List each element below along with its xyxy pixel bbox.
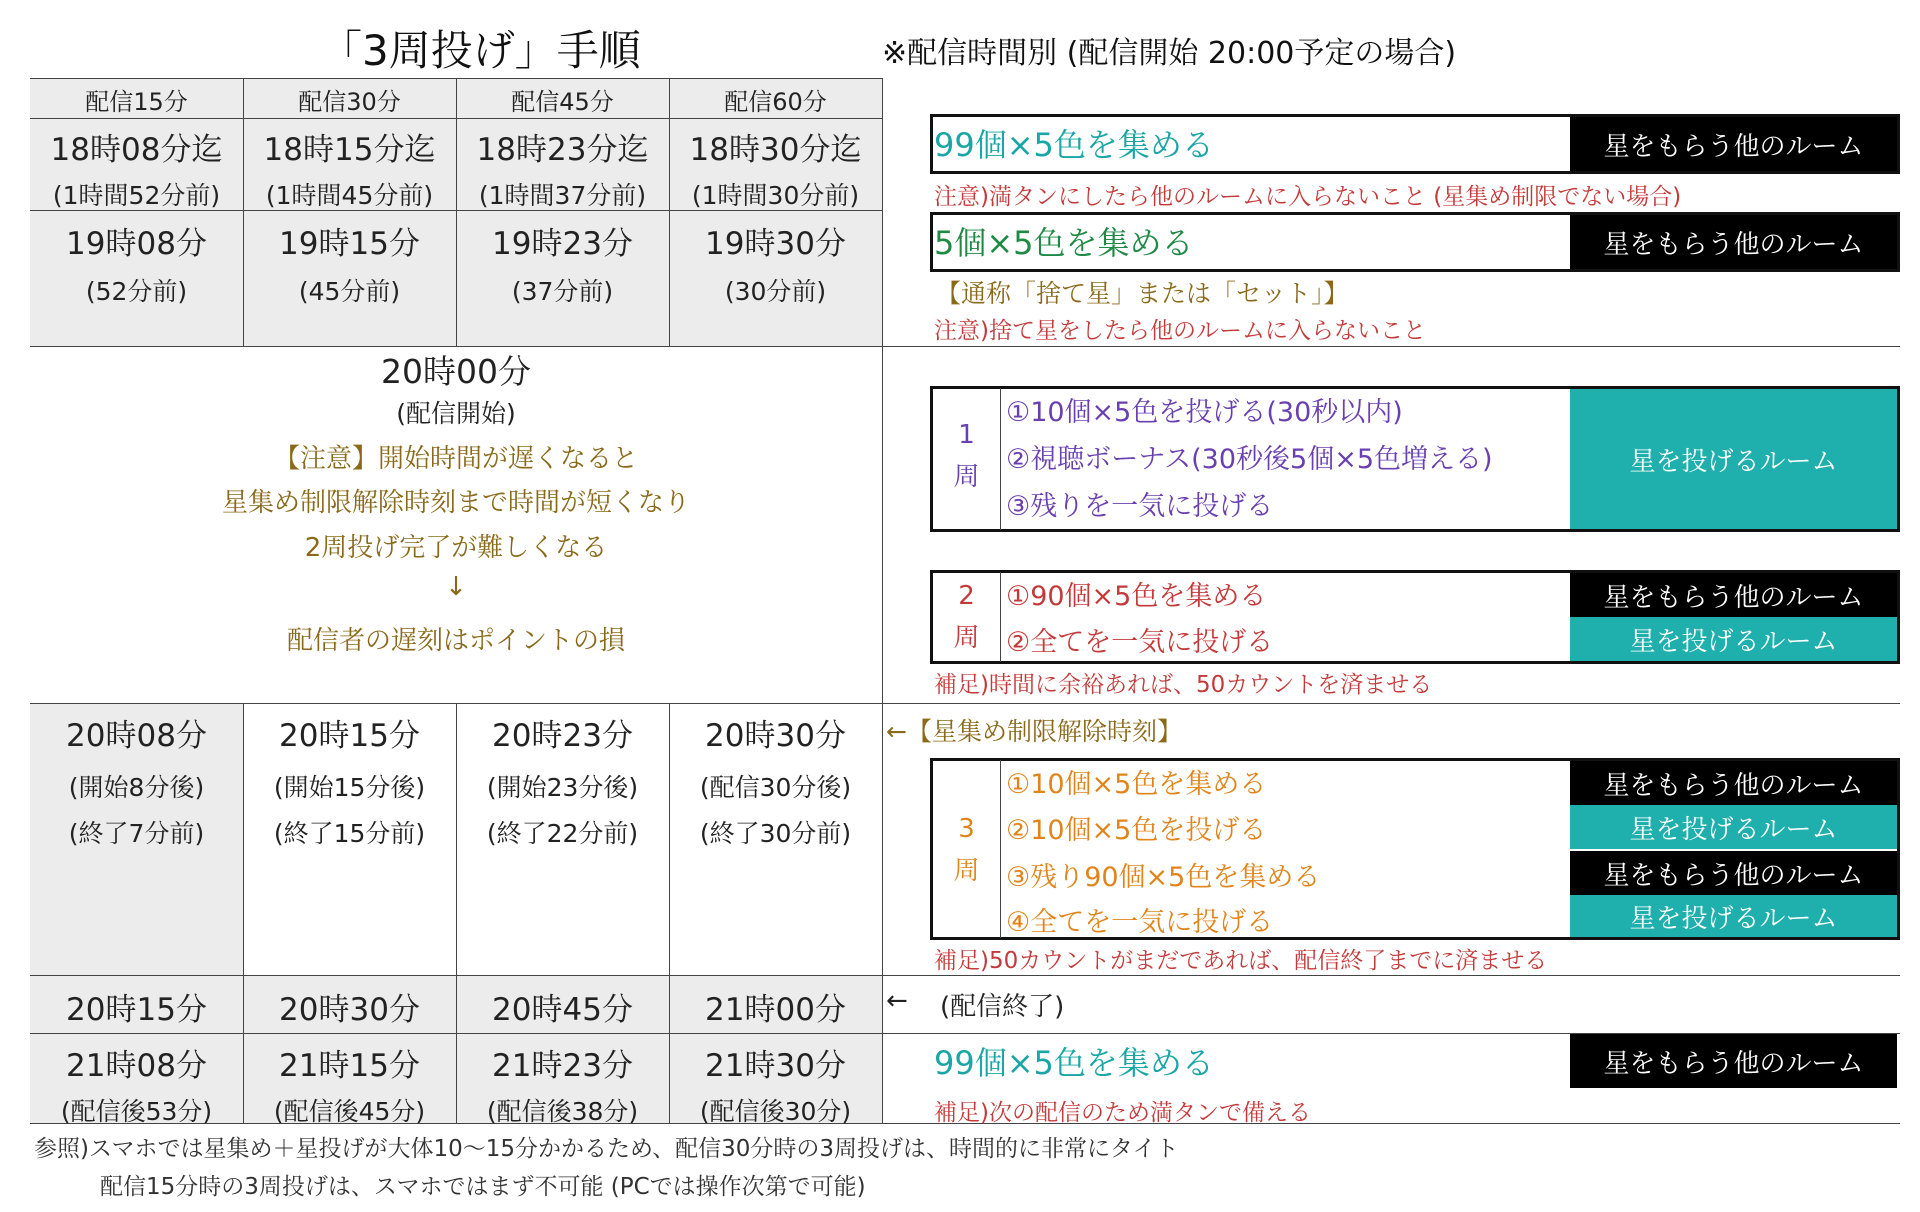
start-note: 2周投げ完了が難しくなる xyxy=(304,533,608,563)
line xyxy=(30,703,1900,704)
other-room-button[interactable]: 星をもらう他のルーム xyxy=(1570,215,1897,269)
time-sub: (1時間52分前) xyxy=(52,181,221,210)
collect-label: 99個×5色を集める xyxy=(934,1044,1214,1082)
other-room-button[interactable]: 星をもらう他のルーム xyxy=(1570,761,1897,805)
time-cell: 21時23分 xyxy=(492,1048,633,1084)
start-time: 20時00分 xyxy=(381,352,531,391)
time-cell: 20時45分 xyxy=(492,992,633,1028)
lap3-step: ①10個×5色を集める xyxy=(1006,769,1267,800)
time-cell: 18時23分迄 xyxy=(476,132,649,168)
note: 補足)次の配信のため満タンで備える xyxy=(934,1100,1311,1126)
time-sub: (1時間37分前) xyxy=(478,181,647,210)
lap1-step: ②視聴ボーナス(30秒後5個×5色増える) xyxy=(1006,444,1493,475)
time-cell: 20時15分 xyxy=(279,718,420,754)
time-sub: (配信後38分) xyxy=(486,1097,639,1126)
time-cell: 18時08分迄 xyxy=(50,132,223,168)
time-cell: 20時30分 xyxy=(705,718,846,754)
start-note: 星集め制限解除時刻まで時間が短くなり xyxy=(221,488,690,518)
col-header: 配信30分 xyxy=(298,88,401,116)
time-sub: (配信後45分) xyxy=(273,1097,426,1126)
note: 【通称「捨て星」または「セット」】 xyxy=(936,279,1349,308)
time-sub: (30分前) xyxy=(724,277,827,306)
throw-room-button[interactable]: 星を投げるルーム xyxy=(1570,617,1897,661)
end-arrow: ← xyxy=(886,986,908,1016)
lap3-label: 3 周 xyxy=(953,814,980,886)
lap2-step: ①90個×5色を集める xyxy=(1006,581,1267,612)
time-cell: 20時30分 xyxy=(279,992,420,1028)
time-sub: (52分前) xyxy=(85,277,188,306)
time-sub: (開始23分後) xyxy=(486,773,639,802)
time-sub: (終了15分前) xyxy=(273,819,426,848)
time-sub: (終了22分前) xyxy=(486,819,639,848)
start-label: (配信開始) xyxy=(396,399,516,428)
lap2-label: 2 周 xyxy=(953,581,980,653)
lap1-label: 1 周 xyxy=(953,420,980,492)
time-cell: 19時08分 xyxy=(66,226,207,262)
note: 補足)時間に余裕あれば、50カウントを済ませる xyxy=(934,672,1433,698)
start-note: 配信者の遅刻はポイントの損 xyxy=(286,626,625,656)
time-sub: (配信後30分) xyxy=(699,1097,852,1126)
other-room-button[interactable]: 星をもらう他のルーム xyxy=(1570,1034,1897,1088)
time-cell: 21時30分 xyxy=(705,1048,846,1084)
lap1-step: ①10個×5色を投げる(30秒以内) xyxy=(1006,397,1403,428)
note: 注意)捨て星をしたら他のルームに入らないこと xyxy=(934,318,1426,344)
collect-label: 99個×5色を集める xyxy=(934,126,1214,164)
time-cell: 19時15分 xyxy=(279,226,420,262)
lap2-step: ②全てを一気に投げる xyxy=(1006,627,1274,658)
page-title: 「3周投げ」手順 xyxy=(320,26,641,75)
end-label: (配信終了) xyxy=(940,992,1065,1022)
throw-room-button[interactable]: 星を投げるルーム xyxy=(1570,895,1897,937)
time-cell: 18時15分迄 xyxy=(263,132,436,168)
lap3-step: ②10個×5色を投げる xyxy=(1006,815,1267,846)
other-room-button[interactable]: 星をもらう他のルーム xyxy=(1570,573,1897,617)
time-cell: 19時23分 xyxy=(492,226,633,262)
time-sub: (終了7分前) xyxy=(68,819,205,848)
time-cell: 20時08分 xyxy=(66,718,207,754)
other-room-button[interactable]: 星をもらう他のルーム xyxy=(1570,117,1897,171)
collect-label: 5個×5色を集める xyxy=(934,224,1194,262)
page-subtitle: ※配信時間別 (配信開始 20:00予定の場合) xyxy=(882,36,1457,71)
time-cell: 19時30分 xyxy=(705,226,846,262)
time-cell: 20時23分 xyxy=(492,718,633,754)
line xyxy=(1000,572,1001,662)
unlock-label: ←【星集め制限解除時刻】 xyxy=(886,717,1182,746)
line xyxy=(1000,760,1001,938)
time-sub: (開始8分後) xyxy=(68,773,205,802)
time-cell: 20時15分 xyxy=(66,992,207,1028)
time-sub: (終了30分前) xyxy=(699,819,852,848)
footer-note: 参照)スマホでは星集め＋星投げが大体10〜15分かかるため、配信30分時の3周投げは、時間的に非常にタイト xyxy=(34,1136,1179,1162)
time-sub: (37分前) xyxy=(511,277,614,306)
footer-note: 配信15分時の3周投げは、スマホではまず不可能 (PCでは操作次第で可能) xyxy=(100,1174,866,1200)
time-cell: 18時30分迄 xyxy=(689,132,862,168)
line xyxy=(1000,388,1001,530)
note: 補足)50カウントがまだであれば、配信終了までに済ませる xyxy=(934,948,1548,974)
col-header: 配信15分 xyxy=(85,88,188,116)
line xyxy=(30,975,1900,976)
line xyxy=(882,78,883,1123)
lap3-step: ④全てを一気に投げる xyxy=(1006,907,1274,938)
col-header: 配信45分 xyxy=(511,88,614,116)
time-cell: 21時00分 xyxy=(705,992,846,1028)
lap3-step: ③残り90個×5色を集める xyxy=(1006,862,1321,893)
time-sub: (45分前) xyxy=(298,277,401,306)
note: 注意)満タンにしたら他のルームに入らないこと (星集め制限でない場合) xyxy=(934,184,1682,210)
throw-room-button[interactable]: 星を投げるルーム xyxy=(1570,389,1897,529)
start-note: 【注意】開始時間が遅くなると xyxy=(273,444,638,474)
time-cell: 21時15分 xyxy=(279,1048,420,1084)
time-sub: (1時間45分前) xyxy=(265,181,434,210)
time-sub: (1時間30分前) xyxy=(691,181,860,210)
time-cell: 21時08分 xyxy=(66,1048,207,1084)
down-arrow: ↓ xyxy=(445,572,467,602)
throw-room-button[interactable]: 星を投げるルーム xyxy=(1570,805,1897,849)
lap1-step: ③残りを一気に投げる xyxy=(1006,491,1274,522)
col-header: 配信60分 xyxy=(724,88,827,116)
time-sub: (配信後53分) xyxy=(60,1097,213,1126)
other-room-button[interactable]: 星をもらう他のルーム xyxy=(1570,851,1897,895)
time-sub: (配信30分後) xyxy=(699,773,852,802)
time-sub: (開始15分後) xyxy=(273,773,426,802)
